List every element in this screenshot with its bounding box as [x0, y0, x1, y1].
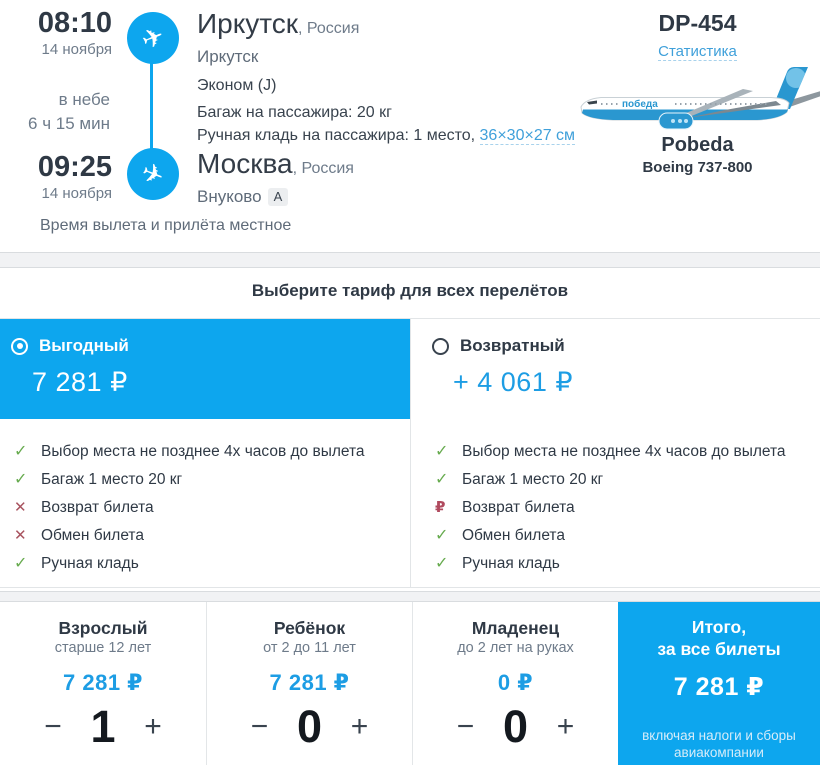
category-price: 7 281 ₽ — [63, 670, 143, 695]
feature-text: Багаж 1 место 20 кг — [41, 471, 183, 488]
landing-icon: ✈ — [137, 156, 169, 192]
child-counter — [206, 602, 412, 765]
departure-time: 08:10 — [37, 7, 112, 39]
departure-country: , Россия — [298, 20, 360, 37]
aircraft-panel — [575, 0, 820, 178]
aircraft-image — [575, 63, 820, 133]
infant-counter — [412, 602, 618, 765]
feature-item — [435, 472, 820, 488]
arrival-circle — [127, 148, 179, 200]
feature-text: Багаж 1 место 20 кг — [462, 471, 604, 488]
tariff-option-vozvratny[interactable] — [411, 319, 820, 419]
check-icon — [435, 472, 462, 488]
livery-text: победа — [622, 99, 658, 110]
tariff-price: + 4 061 ₽ — [453, 367, 574, 397]
cross-icon — [14, 528, 41, 544]
departure-airport: Иркутск — [197, 47, 259, 66]
fare-info — [197, 74, 575, 147]
category-age: от 2 до 11 лет — [263, 640, 356, 656]
plus-button[interactable]: + — [144, 710, 162, 743]
tariff-price: 7 281 ₽ — [32, 367, 128, 397]
flight-number: DP-454 — [658, 10, 737, 36]
feature-text: Обмен билета — [41, 527, 144, 544]
tariff-cards — [0, 318, 820, 588]
feature-item — [14, 444, 410, 460]
radio-selected-icon[interactable] — [11, 338, 28, 355]
child-stepper — [207, 700, 412, 754]
check-icon — [435, 528, 462, 544]
check-icon — [14, 444, 41, 460]
arrival-city: Москва — [197, 148, 293, 179]
arrival-time-block — [0, 150, 112, 203]
departure-time-block — [0, 6, 112, 59]
takeoff-icon: ✈ — [137, 20, 169, 56]
tariff-features — [0, 419, 410, 572]
count-value: 0 — [502, 701, 529, 752]
infant-stepper — [413, 700, 618, 754]
cross-icon — [14, 500, 41, 516]
duration-value: 6 ч 15 мин — [28, 114, 110, 133]
passenger-counters — [0, 602, 820, 765]
total-subtitle: за все билеты — [657, 639, 781, 659]
departure-city-block — [197, 6, 359, 67]
arrival-city-block — [197, 146, 354, 207]
arrival-country: , Россия — [292, 160, 354, 177]
category-price: 7 281 ₽ — [269, 670, 350, 695]
tariff-features — [411, 419, 820, 572]
minus-button[interactable]: − — [44, 710, 62, 743]
carryon-dimensions-link[interactable]: 36×30×27 см — [479, 127, 576, 144]
check-icon — [14, 472, 41, 488]
category-age: старше 12 лет — [54, 640, 152, 656]
local-time-note: Время вылета и прилёта местное — [40, 217, 292, 234]
departure-date: 14 ноября — [41, 41, 112, 58]
tariff-card-vozvratny — [410, 319, 820, 587]
terminal-badge: A — [268, 188, 289, 206]
feature-text: Ручная кладь — [41, 555, 139, 572]
feature-item — [14, 500, 410, 516]
feature-text: Возврат билета — [41, 499, 154, 516]
airline-name: Pobeda — [661, 134, 734, 156]
carryon-allowance-line — [197, 124, 575, 147]
feature-text: Ручная кладь — [462, 555, 560, 572]
check-icon — [435, 444, 462, 460]
category-title: Взрослый — [58, 618, 148, 638]
plus-button[interactable]: + — [556, 710, 575, 743]
plus-button[interactable]: + — [350, 710, 369, 743]
feature-item — [435, 500, 820, 516]
check-icon — [14, 556, 41, 572]
departure-circle — [127, 12, 179, 64]
feature-item — [435, 528, 820, 544]
section-divider-bottom — [0, 591, 820, 602]
adult-stepper — [0, 700, 206, 754]
category-title: Младенец — [471, 618, 560, 638]
section-divider-top — [0, 252, 820, 268]
total-title: Итого, — [691, 617, 747, 637]
tariff-name: Возвратный — [460, 336, 565, 355]
tariff-name: Выгодный — [39, 336, 129, 355]
feature-item — [14, 528, 410, 544]
feature-item — [435, 444, 820, 460]
minus-button[interactable]: − — [456, 710, 475, 743]
adult-counter — [0, 602, 206, 765]
feature-item — [14, 472, 410, 488]
feature-text: Возврат билета — [462, 499, 575, 516]
count-value: 0 — [296, 701, 323, 752]
minus-button[interactable]: − — [250, 710, 269, 743]
total-price: 7 281 ₽ — [673, 673, 765, 701]
aircraft-model: Boeing 737-800 — [642, 159, 753, 176]
feature-item — [435, 556, 820, 572]
category-price: 0 ₽ — [497, 670, 534, 695]
tariff-option-vygodny[interactable] — [0, 319, 410, 419]
feature-text: Выбор места не позднее 4х часов до вылета — [462, 443, 786, 460]
carryon-allowance: Ручная кладь на пассажира: 1 место, — [197, 127, 480, 144]
category-title: Ребёнок — [273, 618, 346, 638]
tariff-card-vygodny — [0, 319, 410, 587]
feature-text: Обмен билета — [462, 527, 565, 544]
flight-duration — [0, 88, 110, 136]
check-icon — [435, 556, 462, 572]
tariff-section-title: Выберите тариф для всех перелётов — [251, 281, 569, 300]
baggage-allowance: Багаж на пассажира: 20 кг — [197, 104, 392, 121]
total-panel — [618, 602, 820, 765]
ruble-icon — [435, 500, 462, 516]
count-value: 1 — [90, 701, 116, 752]
fare-class: Эконом (J) — [197, 77, 277, 94]
statistics-link[interactable]: Статистика — [658, 43, 737, 60]
total-note: включая налоги и сборы авиакомпании — [642, 728, 796, 760]
category-age: до 2 лет на руках — [457, 640, 574, 656]
arrival-time: 09:25 — [37, 151, 112, 183]
arrival-date: 14 ноября — [41, 185, 112, 202]
duration-label: в небе — [58, 90, 110, 109]
feature-text: Выбор места не позднее 4х часов до вылета — [41, 443, 365, 460]
radio-unselected-icon[interactable] — [432, 338, 449, 355]
arrival-airport: Внуково — [197, 187, 262, 206]
feature-item — [14, 556, 410, 572]
departure-city: Иркутск — [197, 8, 299, 39]
